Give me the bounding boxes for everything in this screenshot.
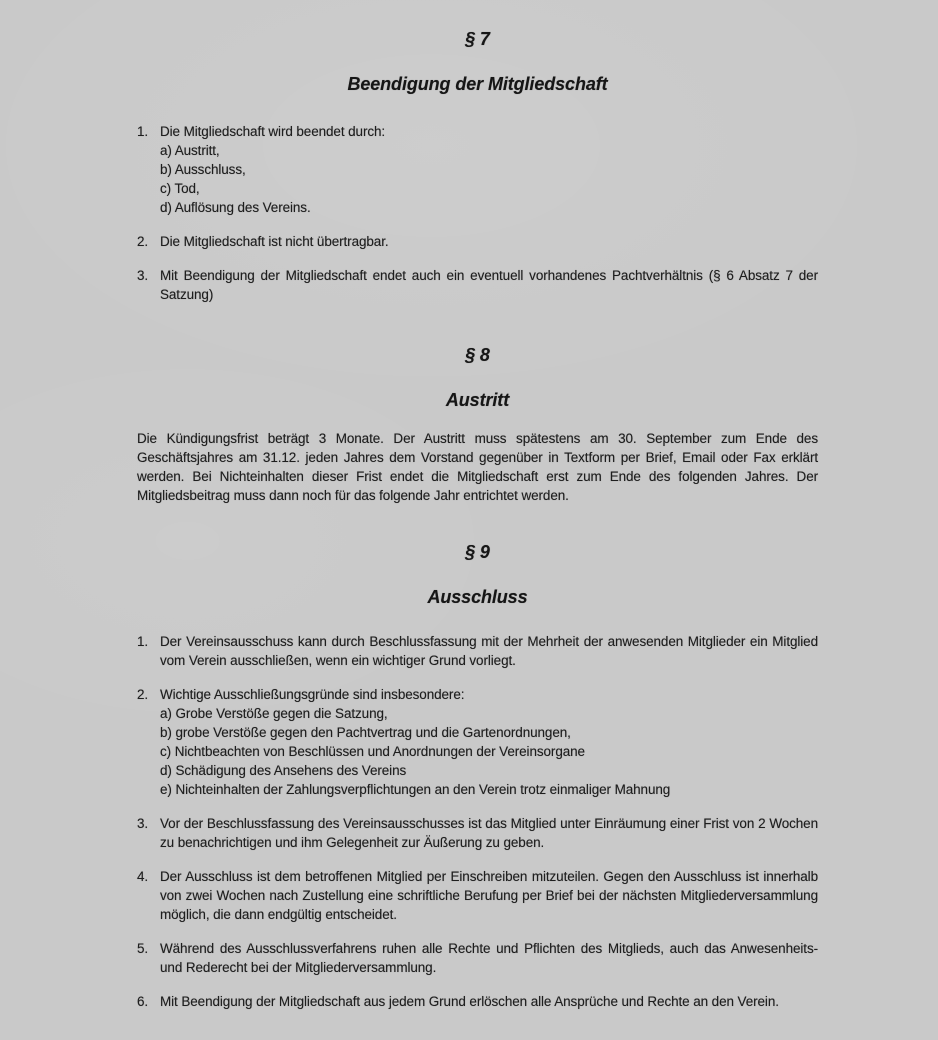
item-text: Die Mitgliedschaft ist nicht übertragbar.: [160, 234, 389, 249]
section-8-title: Austritt: [445, 390, 510, 410]
list-item: [137, 632, 818, 670]
item-marker: 1.: [137, 124, 149, 139]
item-text: Der Ausschluss ist dem betroffenen Mitglied per Einschreiben mitzuteilen. Gegen den Ausschluss ist innerhalb von zwei Wochen nach Zustellung eine schriftliche Berufung per Brief bei der nächsten Mitgliederversammlung möglich, die dann endgültig entscheidet.: [160, 869, 818, 922]
section-9: [137, 541, 818, 1011]
section-9-number: § 9: [465, 542, 490, 562]
section-9-list: [137, 632, 818, 1011]
item-marker: 2.: [137, 234, 149, 249]
item-marker: 3.: [137, 268, 149, 283]
list-item: [137, 122, 818, 217]
list-item: [137, 266, 818, 304]
sub-item: b) grobe Verstöße gegen den Pachtvertrag und die Gartenordnungen,: [160, 725, 571, 740]
sub-item: b) Ausschluss,: [160, 162, 246, 177]
item-marker: 1.: [137, 634, 149, 649]
section-7-list: [137, 122, 818, 304]
item-text: Der Vereinsausschuss kann durch Beschlussfassung mit der Mehrheit der anwesenden Mitglieder ein Mitglied vom Verein ausschließen, wenn ein wichtiger Grund vorliegt.: [160, 634, 818, 668]
list-item: [137, 939, 818, 977]
sub-item: a) Austritt,: [160, 143, 220, 158]
section-7: [137, 28, 818, 304]
item-text: Mit Beendigung der Mitgliedschaft endet auch ein eventuell vorhandenes Pachtverhältnis (§ 6 Absatz 7 der Satzung): [160, 268, 818, 302]
sub-item: c) Tod,: [160, 181, 200, 196]
item-text: Wichtige Ausschließungsgründe sind insbesondere:: [160, 687, 465, 702]
item-text: Vor der Beschlussfassung des Vereinsausschusses ist das Mitglied unter Einräumung einer Frist von 2 Wochen zu benachrichtigen und ihm Gelegenheit zur Äußerung zu geben.: [160, 816, 818, 850]
section-8-paragraph: Die Kündigungsfrist beträgt 3 Monate. Der Austritt muss spätestens am 30. September zum Ende des Geschäftsjahres am 31.12. jeden Jahres dem Vorstand gegenüber in Textform per Brief, Email oder Fax erklärt werden. Bei Nichteinhalten dieser Frist endet die Mitgliedschaft erst zum Ende des folgenden Jahres. Der Mitgliedsbeitrag muss dann noch für das folgende Jahr entrichtet werden.: [137, 431, 818, 503]
item-text: Während des Ausschlussverfahrens ruhen alle Rechte und Pflichten des Mitglieds, auch das Anwesenheits- und Rederecht bei der Mitgliederversammlung.: [160, 941, 818, 975]
list-item: [137, 232, 818, 251]
section-7-number: § 7: [465, 29, 490, 49]
sub-item: c) Nichtbeachten von Beschlüssen und Anordnungen der Vereinsorgane: [160, 744, 585, 759]
list-item: [137, 814, 818, 852]
sub-item: d) Schädigung des Ansehens des Vereins: [160, 763, 407, 778]
item-marker: 4.: [137, 869, 149, 884]
item-marker: 3.: [137, 816, 149, 831]
sub-item: a) Grobe Verstöße gegen die Satzung,: [160, 706, 388, 721]
item-marker: 5.: [137, 941, 149, 956]
sub-item: d) Auflösung des Vereins.: [160, 200, 311, 215]
item-marker: 6.: [137, 994, 149, 1009]
section-7-title: Beendigung der Mitgliedschaft: [347, 74, 608, 94]
list-item: [137, 685, 818, 799]
list-item: [137, 992, 818, 1011]
list-item: [137, 867, 818, 924]
item-body: [160, 122, 818, 217]
item-body: [160, 685, 818, 799]
section-9-title: Ausschluss: [427, 587, 528, 607]
item-text: Die Mitgliedschaft wird beendet durch:: [160, 124, 386, 139]
section-8-number: § 8: [465, 345, 490, 365]
item-text: Mit Beendigung der Mitgliedschaft aus jedem Grund erlöschen alle Ansprüche und Rechte an den Verein.: [160, 994, 779, 1009]
item-marker: 2.: [137, 687, 149, 702]
sub-item: e) Nichteinhalten der Zahlungsverpflichtungen an den Verein trotz einmaliger Mahnung: [160, 782, 671, 797]
section-8: [137, 344, 818, 505]
